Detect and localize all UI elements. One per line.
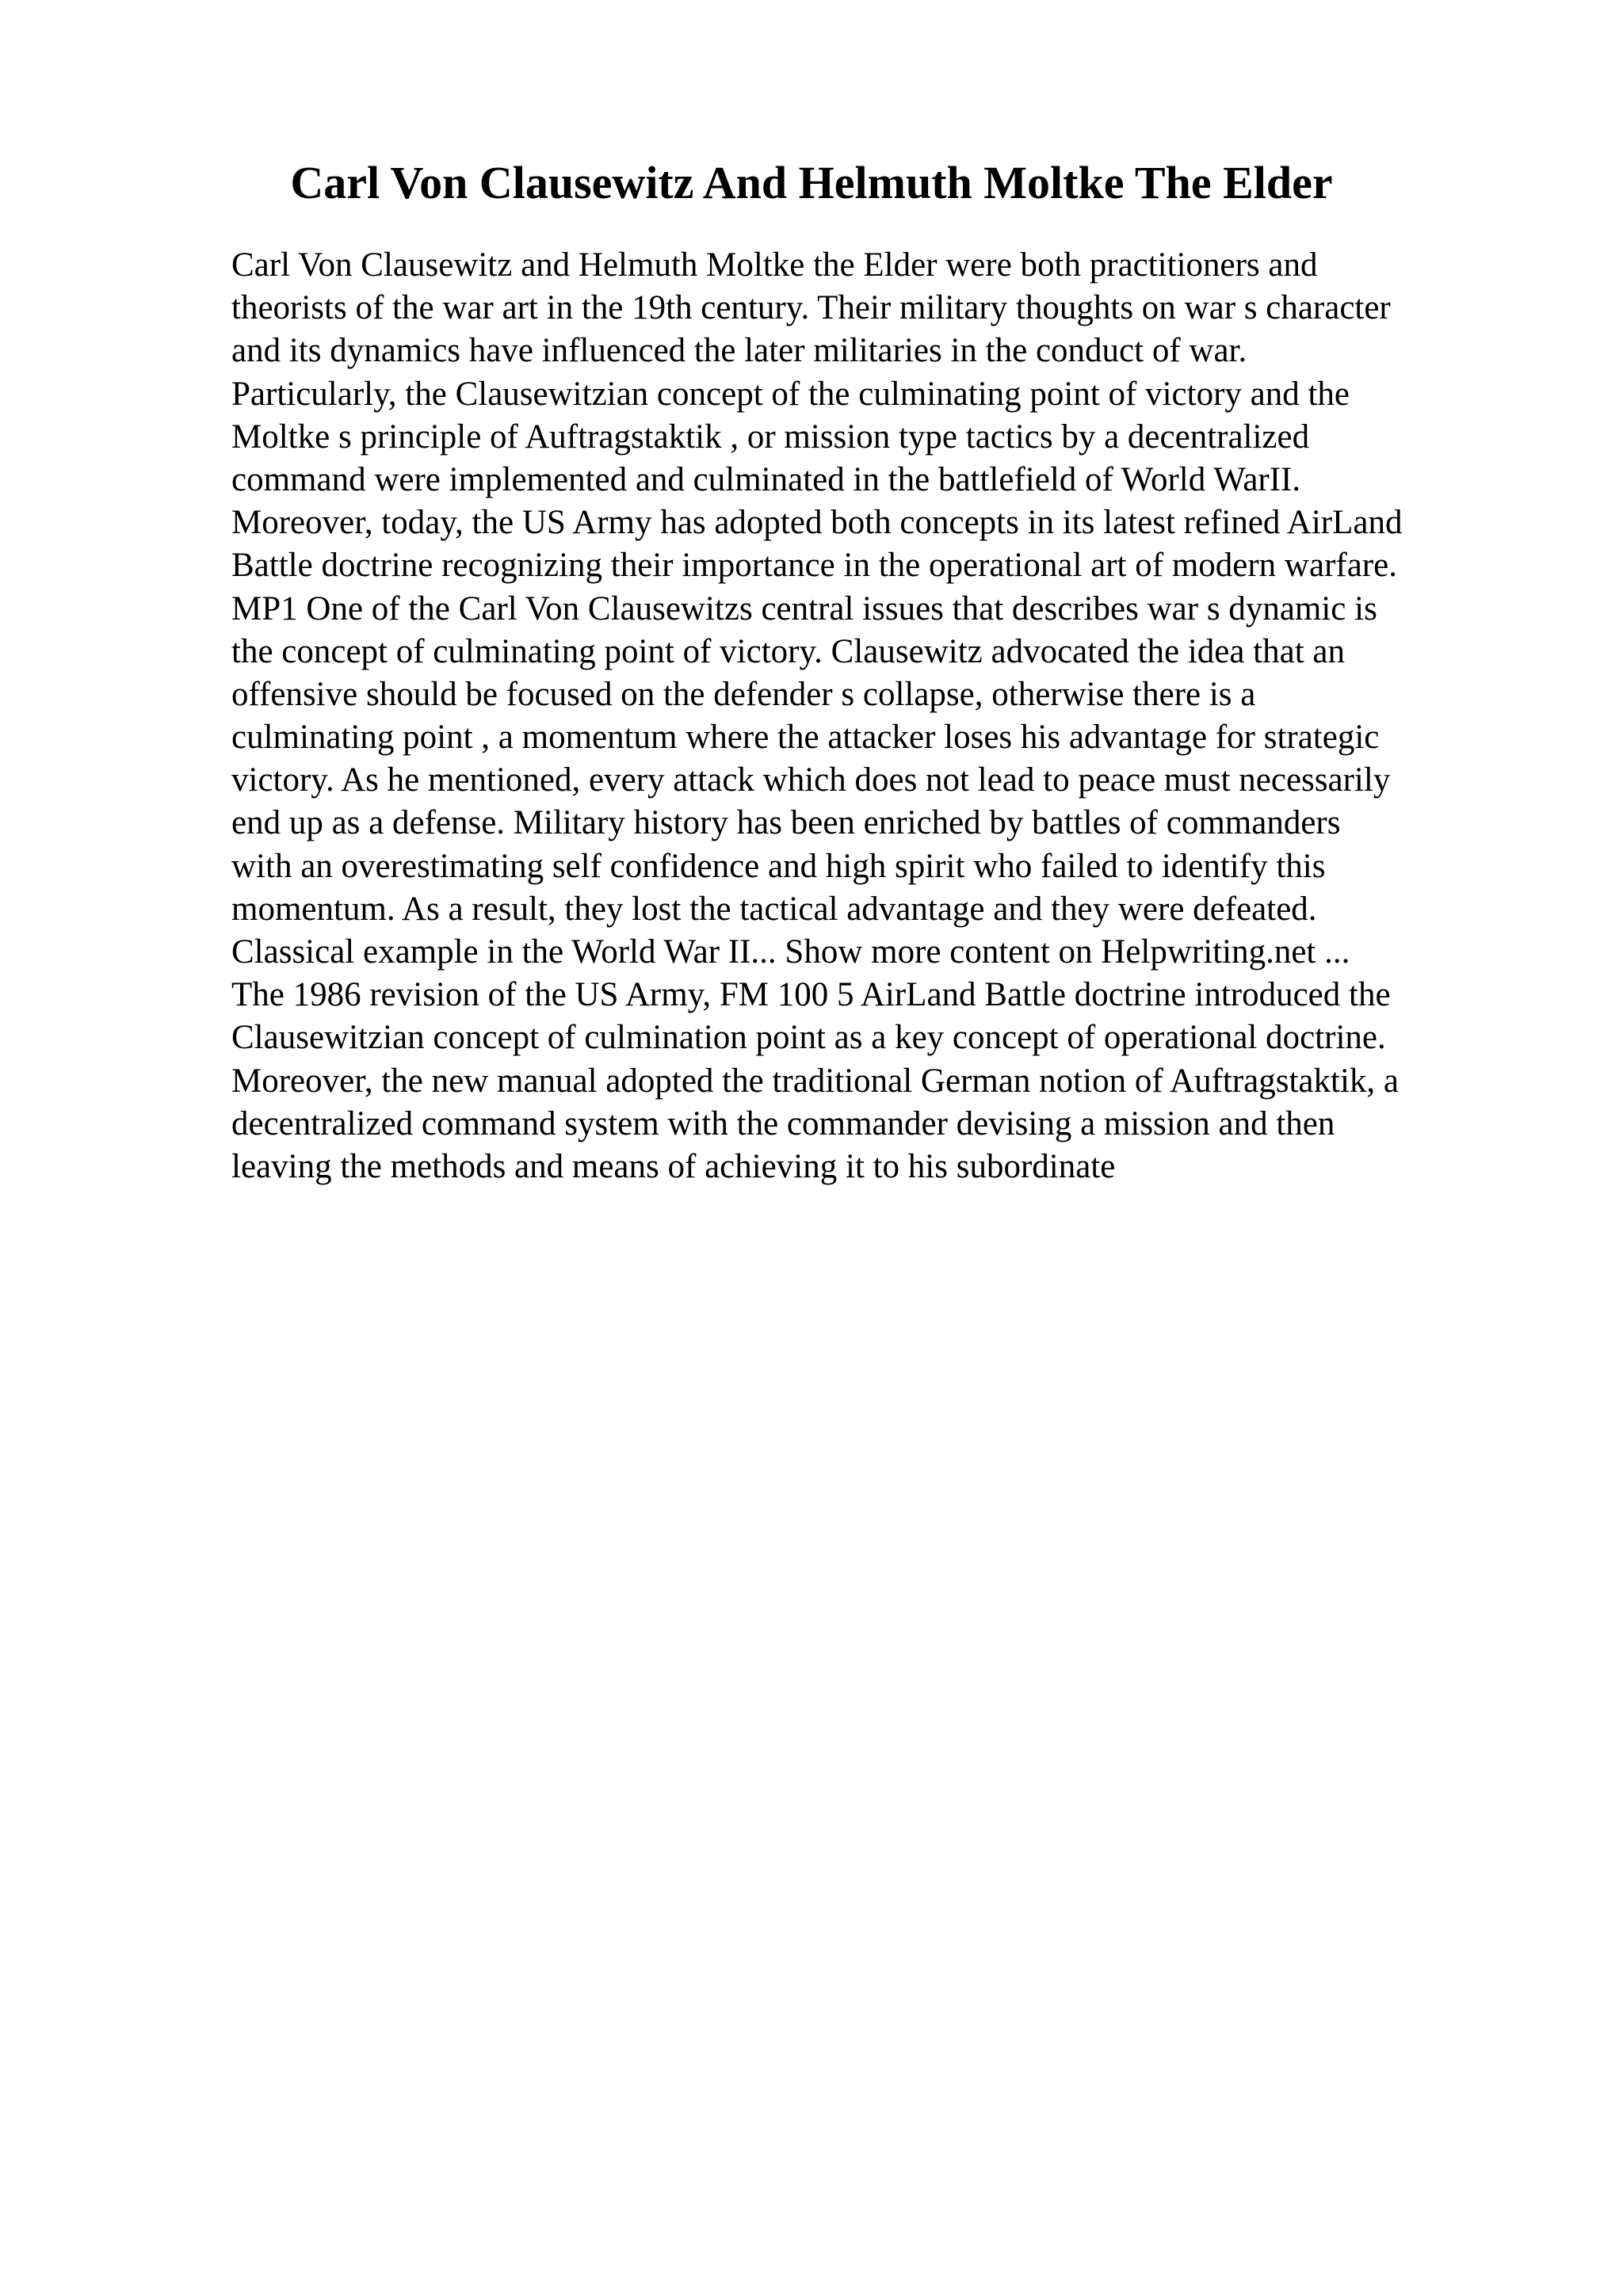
body-line: Moreover, the new manual adopted the traditional German notion of Auftragstaktik, a: [231, 1062, 1399, 1100]
body-line: The 1986 revision of the US Army, FM 100 5 AirLand Battle doctrine introduced the: [231, 976, 1391, 1014]
body-line: decentralized command system with the commander devising a mission and then: [231, 1104, 1335, 1142]
body-line: Moreover, today, the US Army has adopted both concepts in its latest refined AirLand: [231, 504, 1403, 542]
body-line: victory. As he mentioned, every attack which does not lead to peace must necessarily: [231, 761, 1391, 799]
body-line: command were implemented and culminated in the battlefield of World WarII.: [231, 460, 1301, 498]
body-line: leaving the methods and means of achieving it to his subordinate: [231, 1147, 1116, 1185]
body-line: momentum. As a result, they lost the tactical advantage and they were defeated.: [231, 890, 1317, 928]
body-line: with an overestimating self confidence and high spirit who failed to identify this: [231, 847, 1326, 885]
body-line: the concept of culminating point of victory. Clausewitz advocated the idea that an: [231, 632, 1345, 670]
body-line: end up as a defense. Military history has been enriched by battles of commanders: [231, 804, 1341, 842]
document-body: [231, 244, 1531, 1188]
body-line: Clausewitzian concept of culmination point as a key concept of operational doctrine.: [231, 1019, 1386, 1057]
body-line: MP1 One of the Carl Von Clausewitzs central issues that describes war s dynamic is: [231, 589, 1377, 627]
body-line: offensive should be focused on the defender s collapse, otherwise there is a: [231, 675, 1256, 713]
body-line: Battle doctrine recognizing their importance in the operational art of modern warfare.: [231, 547, 1397, 585]
body-line: Classical example in the World War II... Show more content on Helpwriting.net ...: [231, 933, 1350, 971]
document-title: Carl Von Clausewitz And Helmuth Moltke The Elder: [290, 157, 1333, 208]
body-line: theorists of the war art in the 19th century. Their military thoughts on war s character: [231, 289, 1391, 327]
body-line: Carl Von Clausewitz and Helmuth Moltke the Elder were both practitioners and: [231, 246, 1318, 284]
body-line: Moltke s principle of Auftragstaktik , or mission type tactics by a decentralized: [231, 418, 1310, 456]
body-line: and its dynamics have influenced the later militaries in the conduct of war.: [231, 332, 1247, 370]
body-line: culminating point , a momentum where the attacker loses his advantage for strategic: [231, 719, 1380, 757]
body-line: Particularly, the Clausewitzian concept of the culminating point of victory and the: [231, 375, 1350, 413]
